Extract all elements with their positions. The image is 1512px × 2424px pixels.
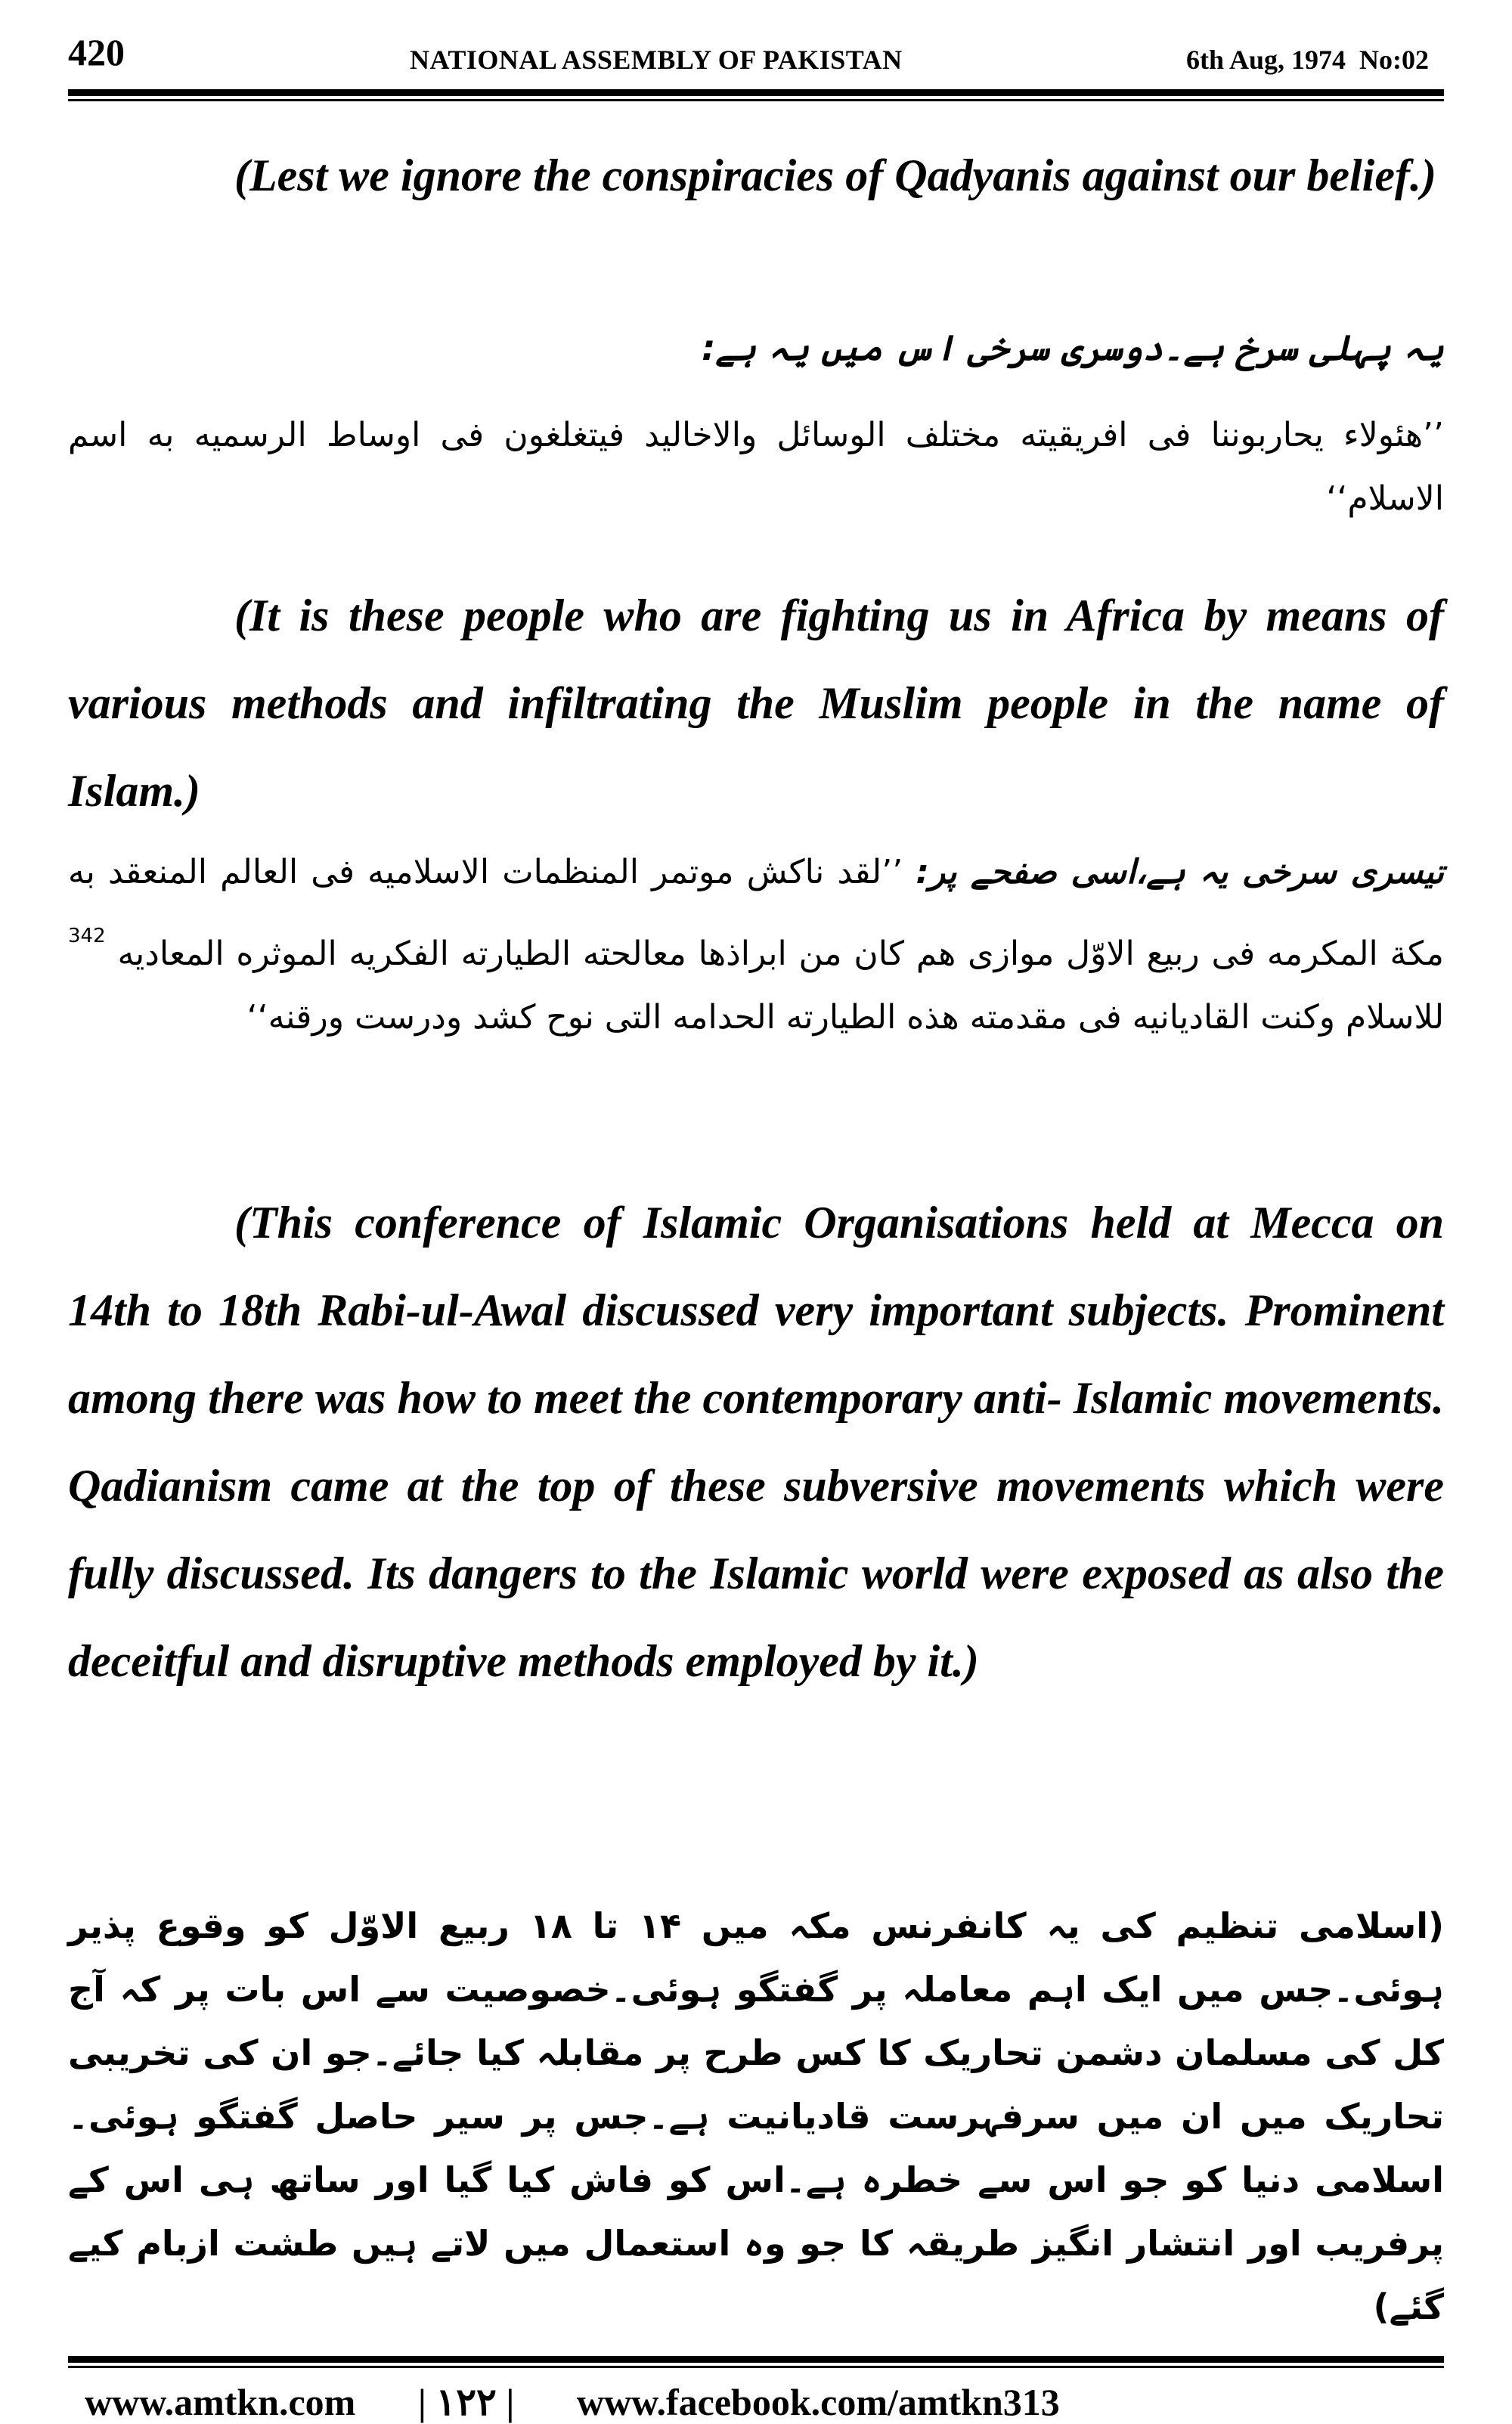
- footnote-marker: 342: [68, 925, 106, 947]
- footer-rule-thin: [68, 2366, 1444, 2368]
- urdu-heading-3: تیسری سرخی یہ ہے،اسی صفحے پر:: [916, 853, 1444, 891]
- running-title: NATIONAL ASSEMBLY OF PAKISTAN: [410, 45, 903, 75]
- footer-facebook-link[interactable]: www.facebook.com/amtkn313: [576, 2381, 1060, 2423]
- header-number: No:02: [1359, 45, 1429, 75]
- page-header: [68, 29, 1444, 82]
- header-rule-thin: [68, 99, 1444, 101]
- page-footer: [68, 2380, 1444, 2424]
- paragraph-urdu-translation: (اسلامی تنظیم کی یہ کانفرنس مکہ میں ۱۴ تا ۱۸ ربیع الاوّل کو وقوع پذیر ہوئی۔جس میں ایک اہم معاملہ پر گفتگو ہوئی۔خصوصیت سے اس بات پر کہ آج کل کی مسلمان دشمن تحاریک کا کس طرح پر مقابلہ کیا جائے۔جو ان کی تخریبی تحاریک میں ان میں سرفہرست قادیانیت ہے۔جس پر سیر حاصل گفتگو ہوئی۔اسلامی دنیا کو جو اس سے خطرہ ہے۔اس کو فاش کیا گیا اور ساتھ ہی اس کے پرفریب اور انتشار انگیز طریقہ کا جو وہ استعمال میں لاتے ہیں طشت ازبام کیے گئے): [68, 1905, 1444, 2327]
- header-meta: [1186, 44, 1429, 76]
- paragraph-english-1: (Lest we ignore the conspiracies of Qadyanis against our belief.): [234, 150, 1436, 200]
- arabic-quote-2a: ’’لقد ناکش موتمر المنظمات الاسلامیه فی العالم المنعقد به مکة المکرمه فی ربیع الاوّل موازی ھم کان من ابراذھا معالحته الطیارته الفکریه الموثره المعادیه: [68, 853, 1444, 973]
- header-date: 6th Aug, 1974: [1185, 45, 1346, 75]
- paragraph-english-3: (This conference of Islamic Organisations held at Mecca on 14th to 18th Rabi-ul-Awal discussed very important subjects. Prominent among there was how to meet the contemporary anti- Islamic movements. Qadianism came at the top of these subversive movements which were fully discussed. Its dangers to the Islamic world were exposed as also the deceitful and disruptive methods employed by it.): [68, 1198, 1444, 1686]
- footer-page-marker: | ۱۲۲ |: [417, 2381, 515, 2423]
- header-rule: [68, 89, 1444, 96]
- footer-website-link[interactable]: www.amtkn.com: [85, 2381, 356, 2423]
- paragraph-english-2: (It is these people who are fighting us in Africa by means of various methods and infiltrating the Muslim people in the name of Islam.): [68, 591, 1444, 816]
- paragraph-arabic-quote-1: ’’ھئولاء یحاربوننا فی افریقیته مختلف الوسائل والاخالید فیتغلغون فی اوساط الرسمیه به اسم الاسلام‘‘: [68, 416, 1444, 518]
- paragraph-arabic-quote-2: [68, 841, 1444, 1049]
- arabic-quote-2b: للاسلام وکنت القادیانیه فی مقدمته ھذه الطیارته الحدامه التی نوح کشد ودرست ورقنه‘‘: [246, 998, 1444, 1037]
- paragraph-urdu-heading-2: یہ پہلی سرخ ہے۔دوسری سرخی اس میں یہ ہے:: [701, 327, 1444, 368]
- page-number: 420: [68, 31, 125, 73]
- footer-rule: [68, 2356, 1444, 2363]
